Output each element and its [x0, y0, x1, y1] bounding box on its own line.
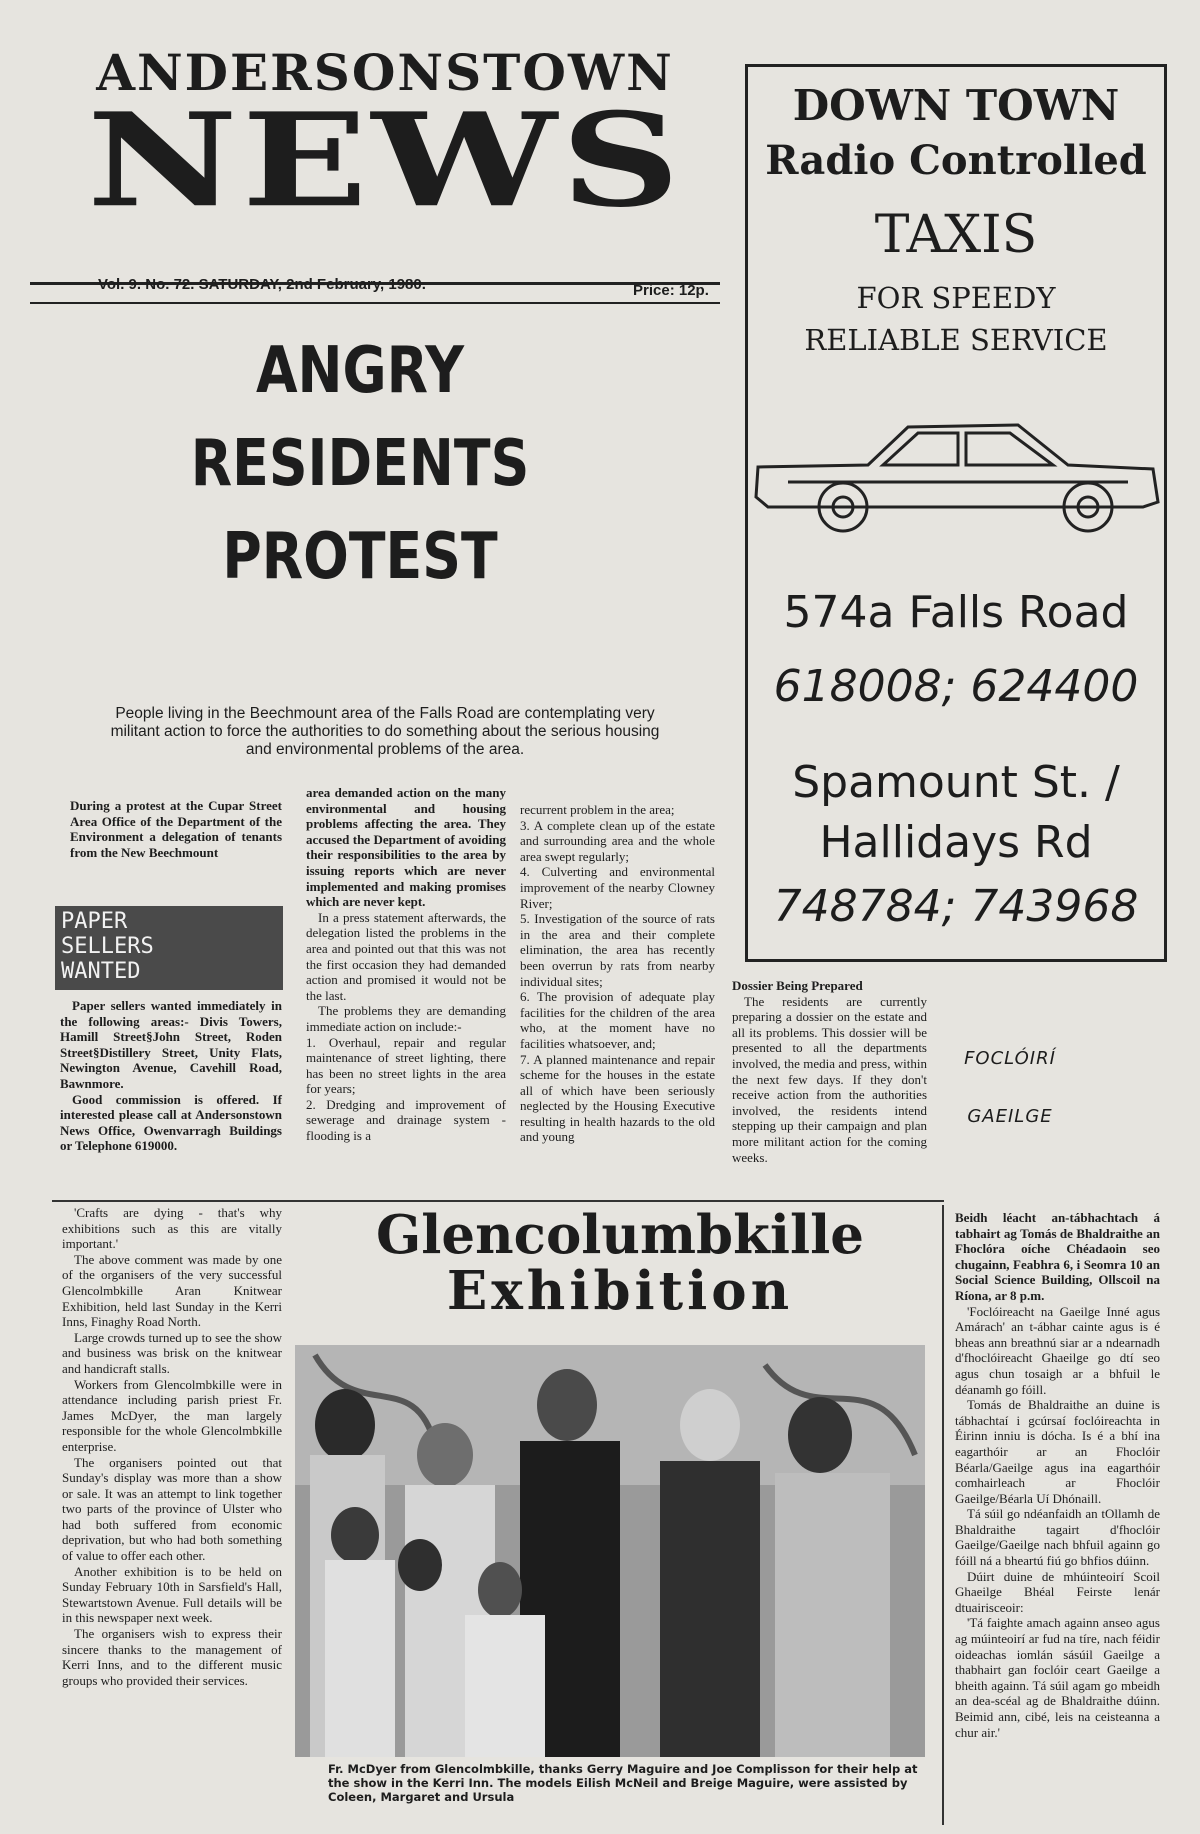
ad-address: 574a Falls Road: [783, 587, 1129, 638]
focloiri-line: GAEILGE: [967, 1106, 1053, 1127]
article-column-2: [306, 785, 506, 1144]
section-rule: [52, 1200, 944, 1202]
paragraph: 3. A complete clean up of the estate and surrounding area and the whole area swept regularly;: [520, 817, 715, 864]
paragraph: The problems they are demanding immediate action on include:-: [306, 1003, 506, 1034]
irish-article: [955, 1210, 1160, 1740]
article-column-3: [520, 802, 715, 1145]
paragraph: 6. The provision of adequate play facilities for the children of the area who, at the moment have no facilities whatsoever, and;: [520, 989, 715, 1051]
sellers-title-line: WANTED: [61, 959, 141, 984]
paragraph: Dúirt duine de mhúinteoirí Scoil Ghaeilge Bhéal Feirste lenár dtuairisceoir:: [955, 1568, 1160, 1615]
exhibition-photo: [295, 1345, 925, 1757]
ad-line: RELIABLE SERVICE: [804, 323, 1108, 357]
paragraph: 'Crafts are dying - that's why exhibitions such as this are vitally important.': [62, 1205, 282, 1252]
sellers-title-line: PAPER: [61, 909, 128, 934]
paper-sellers-box: [55, 906, 283, 990]
sellers-title-line: SELLERS: [61, 934, 154, 959]
taxi-advert: [745, 64, 1167, 962]
subhead: Dossier Being Prepared: [732, 978, 863, 993]
paragraph: The organisers wish to express their sincere thanks to the management of Kerri Inns, and to the different music groups who provided their services.: [62, 1626, 282, 1688]
paragraph: 'Foclóireacht na Gaeilge Inné agus Amárach' an t-ábhar cainte agus is é bheas ann breathnú siar ar a ndearnadh d'fhoclóireacht Ghaeilge go dtí seo agus chun tosaigh ar a bhfuil le déanamh go fóill.: [955, 1303, 1160, 1397]
ad-address: Hallidays Rd: [819, 817, 1093, 868]
paragraph: The organisers pointed out that Sunday's display was more than a show or sale. It was an attempt to link together two parts of the province of Ulster who had both suffered from economic deprivation, but who had both something of value to offer each other.: [62, 1454, 282, 1564]
price: Price: 12p.: [633, 282, 709, 299]
paragraph: Workers from Glencolmbkille were in attendance including parish priest Fr. James McDyer, the man largely responsible for the whole Glencolmbkille enterprise.: [62, 1376, 282, 1454]
photo-caption: Fr. McDyer from Glencolmbkille, thanks Gerry Maguire and Joe Complisson for their help at the show in the Kerri Inn. The models Eilish McNeil and Breige Maguire, were assisted by Coleen, Margaret and Ursula: [328, 1762, 918, 1804]
ad-phone: 748784; 743968: [773, 881, 1139, 932]
article-column-4: [732, 978, 927, 1165]
ad-phone: 618008; 624400: [773, 661, 1139, 712]
exhibition-article: [62, 1205, 282, 1688]
masthead-title-top: ANDERSONSTOWN: [96, 43, 674, 102]
paragraph: area demanded action on the many environmental and housing problems affecting the area. They accused the Department of avoiding their responsibilities to the area by issuing reports which are never implemented and making promises which are never kept.: [306, 785, 506, 910]
ad-line: TAXIS: [874, 205, 1038, 265]
issue-line: Vol. 9. No. 72. SATURDAY, 2nd February, 1980.: [98, 276, 426, 293]
paragraph: Tomás de Bhaldraithe an duine is tábhachtaí i gcúrsaí foclóireachta in Éirinn inniu is dócha. Is é a bhí ina eagarthóir ar an Fhoclóir Béarla/Gaeilge agus ina eagarthóir comhairleach ar Fhoclóir Gaeilge/Béarla Uí Dhónaill.: [955, 1397, 1160, 1506]
exhibition-title-line: Exhibition: [446, 1259, 794, 1322]
ad-line: FOR SPEEDY: [856, 281, 1056, 315]
column-rule: [942, 1205, 944, 1825]
paragraph: The residents are currently preparing a dossier on the estate and all its problems. This dossier will be presented to all the departments involved, the media and press, within the next few days. If they don't receive action from the authorities involved, the residents intend stepping up their campaign and plan more militant action for the coming weeks.: [732, 993, 927, 1165]
paragraph: 5. Investigation of the source of rats in the area and their complete elimination, the area has recently been overrun by rats from nearby individual sites;: [520, 911, 715, 989]
paragraph: 2. Dredging and improvement of sewerage and drainage system - flooding is a: [306, 1096, 506, 1144]
taxi-car-icon: [748, 407, 1164, 547]
exhibition-title-line: Glencolumbkille: [376, 1204, 864, 1266]
masthead-rule-lower: [30, 302, 720, 304]
paragraph: Another exhibition is to be held on Sunday February 10th in Sarsfield's Hall, Stewartstown Avenue. Full details will be in this newspaper next week.: [62, 1563, 282, 1626]
exhibition-title: [300, 1204, 940, 1322]
paragraph: Tá súil go ndéanfaidh an tOllamh de Bhaldraithe tagairt d'fhoclóir Gaeilge/Gaeilge nach bhfuil againn go fóill ná a bheartú fiú go bhfios dúinn.: [955, 1506, 1160, 1569]
group-photo-image: [295, 1345, 925, 1757]
sellers-body: Paper sellers wanted immediately in the following areas:- Divis Towers, Hamill Street§John Street, Roden Street§Distillery Street, Unity Flats, Newington Avenue, Cavehill Road, Bawnmore.: [60, 998, 282, 1091]
paragraph: Beidh léacht an-tábhachtach á tabhairt ag Tomás de Bhaldraithe an Fhoclóra oíche Chéadaoin seo chugainn, Feabhra 6, i Seomra 10 an Social Science Building, Ollscoil na Ríona, ar 8 p.m.: [955, 1210, 1160, 1303]
paragraph: Large crowds turned up to see the show and business was brisk on the knitwear and handicraft stalls.: [62, 1329, 282, 1376]
paragraph: In a press statement afterwards, the delegation listed the problems in the area and pointed out that this was not the first occasion they had demanded action and promised it would not be the last.: [306, 909, 506, 1003]
paragraph: recurrent problem in the area;: [520, 802, 675, 817]
paragraph: 7. A planned maintenance and repair scheme for the houses in the estate all of which have been seriously neglected by the Housing Executive resulting in health hazards to the old and young: [520, 1051, 715, 1145]
standfirst: People living in the Beechmount area of the Falls Road are contemplating very militant action to force the authorities to do something about the serious housing and environmental problems of the area.: [110, 705, 660, 758]
article-lead: During a protest at the Cupar Street Area Office of the Department of the Environment a delegation of tenants from the New Beechmount: [70, 798, 282, 860]
masthead-title-news: NEWS: [86, 84, 685, 236]
headline-line: PROTEST: [222, 520, 498, 594]
headline: [167, 325, 553, 604]
focloiri-line: FOCLÓIRÍ: [964, 1048, 1056, 1069]
ad-line: DOWN TOWN: [792, 81, 1120, 130]
sellers-commission: Good commission is offered. If interested please call at Andersonstown News Office, Owenvarragh Buildings or Telephone 619000.: [60, 1091, 282, 1154]
paragraph: The above comment was made by one of the organisers of the very successful Glencolmbkille Aran Knitwear Exhibition, held last Sunday in the Kerri Inns, Finaghy Road North.: [62, 1251, 282, 1330]
ad-line: Radio Controlled: [765, 137, 1147, 184]
focloiri-heading: [950, 1030, 1070, 1146]
paragraph: 'Tá faighte amach againn anseo agus ag múinteoirí ar fud na tíre, nach féidir oideachas iomlán sásúil Gaeilge a thabhairt gan foclóir ceart Gaeilge a bheith againn. Tá súil agam go mbeidh an dea-scéal ag de Bhaldraithe dúinn. Beimid ann, cibé, leis na ceisteanna a chur air.': [955, 1615, 1160, 1740]
headline-line: RESIDENTS: [190, 427, 530, 501]
headline-line: ANGRY: [255, 334, 465, 408]
ad-address: Spamount St. /: [792, 757, 1120, 808]
paragraph: 1. Overhaul, repair and regular maintenance of street lighting, there has been no street lights in the area for years;: [306, 1034, 506, 1097]
paragraph: 4. Culverting and environmental improvement of the nearby Clowney River;: [520, 864, 715, 911]
sellers-text: [60, 998, 282, 1154]
